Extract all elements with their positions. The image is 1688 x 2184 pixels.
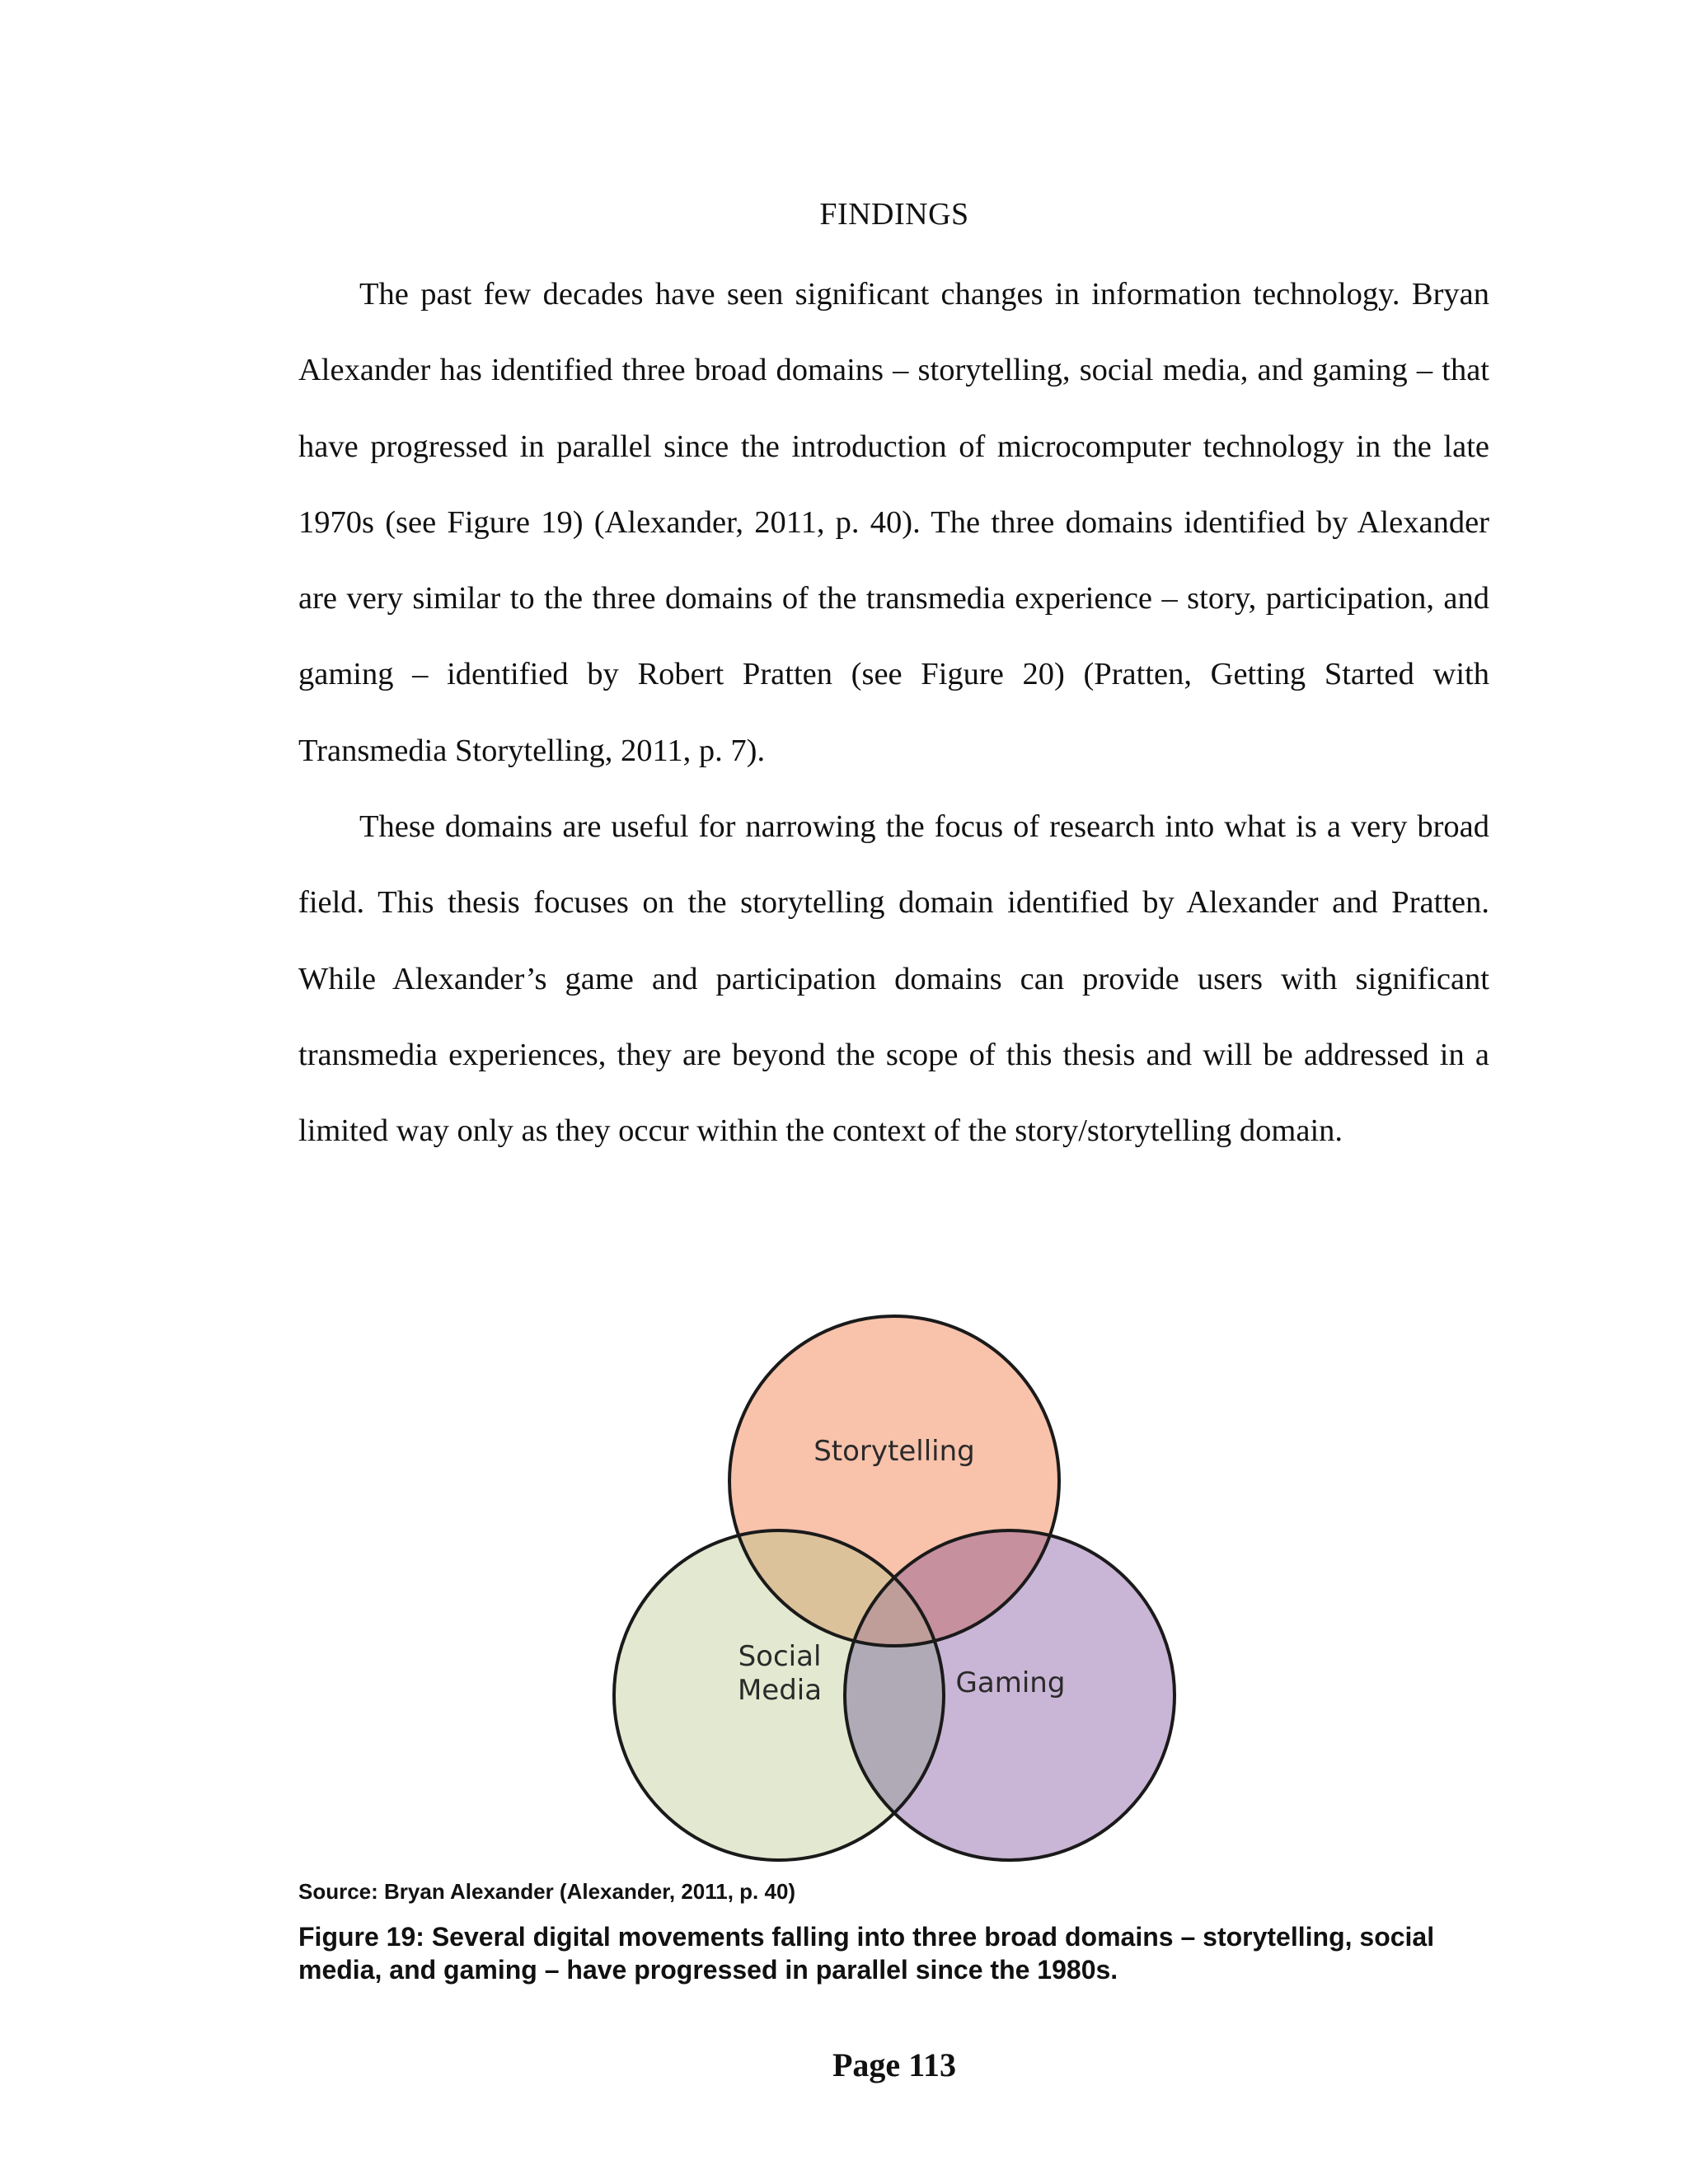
paragraph-text: The past few decades have seen significant changes in information technology. Bryan Alexander has identified three broad domains – storytelling, social media, and gaming – that have progressed in parallel since the introduction of microcomputer technology in the late 1970s (see Figure 19) (Alexander, 2011, p. 40). The three domains identified by Alexander are very similar to the three domains of the transmedia experience – story, participation, and gaming – identified by Robert Pratten (see Figure 20) (Pratten, Getting Started with Transmedia Storytelling, 2011, p. 7). — [298, 277, 1489, 768]
social-media-label-line1: Social — [738, 1640, 822, 1673]
body-paragraph-2 — [298, 789, 1489, 1169]
storytelling-label: Storytelling — [814, 1435, 975, 1468]
social-media-label-line2: Media — [737, 1674, 823, 1707]
section-heading: FINDINGS — [819, 197, 969, 232]
body-paragraph-1 — [298, 256, 1489, 789]
paragraph-text: These domains are useful for narrowing the focus of research into what is a very broad field. This thesis focuses on the storytelling domain identified by Alexander and Pratten. While Alexander’s game and participation domains can provide users with significant transmedia experiences, they are beyond the scope of this thesis and will be addressed in a limited way only as they occur within the context of the story/storytelling domain. — [298, 809, 1489, 1149]
venn-diagram — [577, 1294, 1203, 1871]
figure-source: Source: Bryan Alexander (Alexander, 2011, p. 40) — [298, 1879, 796, 1904]
figure-caption: Figure 19: Several digital movements falling into three broad domains – storytelling, social media, and gaming – have progressed in parallel since the 1980s. — [298, 1922, 1435, 1985]
page-number: Page 113 — [832, 2046, 956, 2083]
gaming-label: Gaming — [955, 1666, 1066, 1699]
